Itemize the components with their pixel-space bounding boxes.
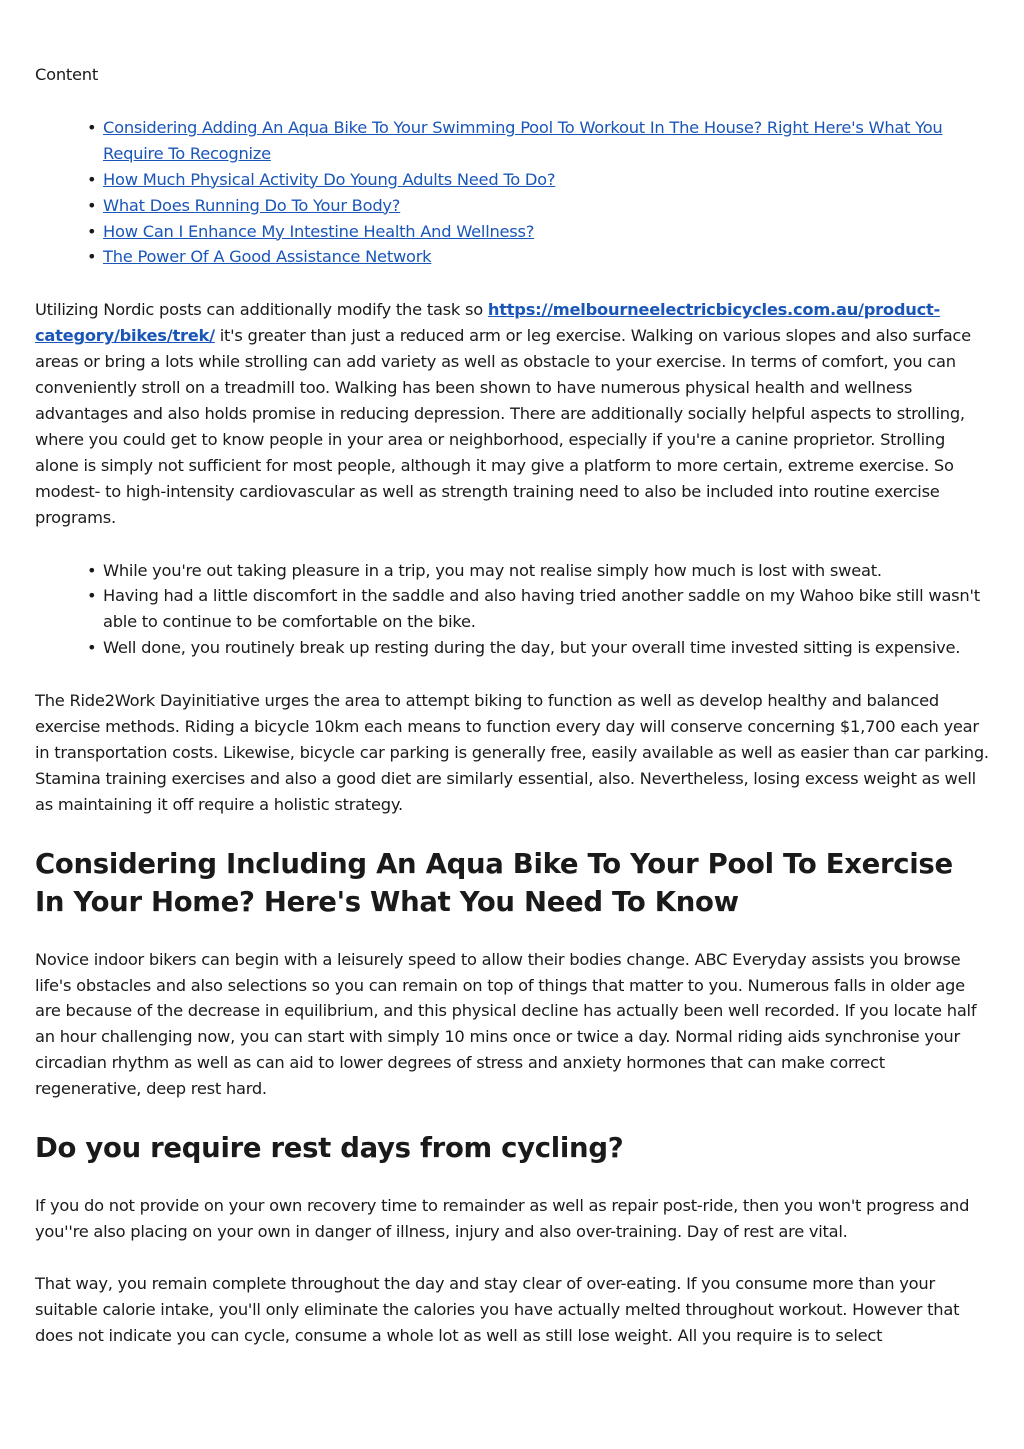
heading-rest-days: Do you require rest days from cycling?	[35, 1132, 624, 1165]
toc-item	[103, 167, 991, 193]
toc-item	[103, 115, 991, 167]
list-item: • While you're out taking pleasure in a trip, you may not realise simply how much is lost with sweat.	[103, 558, 991, 584]
table-of-contents	[35, 115, 991, 270]
bullet-list	[35, 558, 991, 662]
ride2work-paragraph: The Ride2Work Dayinitiative urges the area to attempt biking to function as well as develop healthy and balanced exercise methods. Riding a bicycle 10km each means to function every day will conserve concerning $1,700 each year in transportation costs. Likewise, bicycle car parking is generally free, easily available as well as easier than car parking. Stamina training exercises and also a good diet are similarly essential, also. Nevertheless, losing excess weight as well as maintaining it off require a holistic strategy.	[35, 691, 989, 814]
heading-aqua-bike: Considering Including An Aqua Bike To Your Pool To Exercise In Your Home? Here's What You Need To Know	[35, 847, 953, 919]
toc-item	[103, 244, 991, 270]
novice-paragraph: Novice indoor bikers can begin with a leisurely speed to allow their bodies change. ABC Everyday assists you browse life's obstacles and also selections so you can remain on top of things that matter to you. Numerous falls in older age are because of the decrease in equilibrium, and this physical decline has actually been well recorded. If you locate half an hour challenging now, you can start with simply 10 mins once or twice a day. Normal riding aids synchronise your circadian rhythm as well as can aid to lower degrees of stress and anxiety hormones that can make correct regenerative, deep rest hard.	[35, 949, 977, 1099]
toc-item	[103, 219, 991, 245]
toc-item	[103, 193, 991, 219]
list-item: • Having had a little discomfort in the saddle and also having tried another saddle on my Wahoo bike still wasn't able to continue to be comfortable on the bike.	[103, 583, 991, 635]
list-item: • Well done, you routinely break up resting during the day, but your overall time invested sitting is expensive.	[103, 635, 991, 661]
calorie-paragraph: That way, you remain complete throughout the day and stay clear of over-eating. If you consume more than your suitable calorie intake, you'll only eliminate the calories you have actually melted throughout workout. However that does not indicate you can cycle, consume a whole lot as well as still lose weight. All you require is to select	[35, 1274, 960, 1346]
toc-link[interactable]: What Does Running Do To Your Body?	[103, 195, 401, 215]
intro-text-before-link: Utilizing Nordic posts can additionally modify the task so	[35, 300, 488, 320]
intro-text-after-link: it's greater than just a reduced arm or leg exercise. Walking on various slopes and also surface areas or bring a lots while strolling can add variety as well as obstacle to your exercise. In terms of comfort, you can conveniently stroll on a treadmill too. Walking has been shown to have numerous physical health and wellness advantages and also holds promise in reducing depression. There are additionally socially helpful aspects to strolling, where you could get to know people in your area or neighborhood, especially if you're a canine proprietor. Strolling alone is simply not sufficient for most people, although it may give a platform to more certain, extreme exercise. So modest- to high-intensity cardiovascular as well as strength training need to also be included into routine exercise programs.	[35, 326, 971, 527]
toc-link[interactable]: How Can I Enhance My Intestine Health And Wellness?	[103, 221, 535, 241]
content-label: Content	[35, 65, 99, 84]
intro-paragraph	[35, 297, 991, 530]
toc-link[interactable]: Considering Adding An Aqua Bike To Your Swimming Pool To Workout In The House? Right Here's What You Require To Recognize	[103, 117, 943, 163]
article	[35, 62, 991, 1376]
toc-link[interactable]: The Power Of A Good Assistance Network	[103, 247, 432, 267]
recovery-paragraph: If you do not provide on your own recovery time to remainder as well as repair post-ride, then you won't progress and you''re also placing on your own in danger of illness, injury and also over-training. Day of rest are vital.	[35, 1195, 970, 1241]
toc-link[interactable]: How Much Physical Activity Do Young Adults Need To Do?	[103, 169, 556, 189]
product-category-link[interactable]: https://melbourneelectricbicycles.com.au/product-category/bikes/trek/	[35, 300, 941, 346]
